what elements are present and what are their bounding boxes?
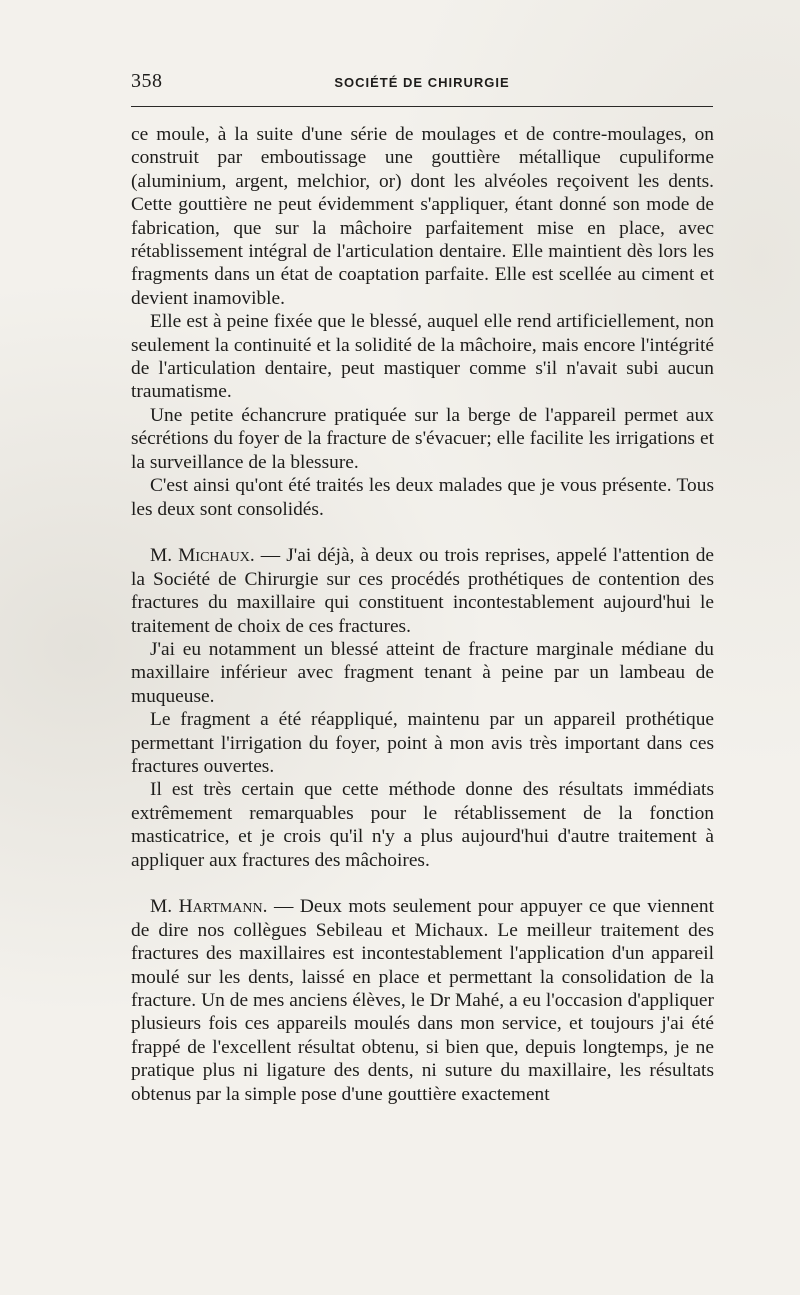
speaker-name: M. Michaux. — [150, 545, 255, 567]
paragraph: Le fragment a été réappliqué, maintenu par un appareil prothétique permettant l'irrigation du foyer, point à mon avis très important dans ces fractures ouvertes. — [131, 709, 714, 777]
paragraph: Une petite échancrure pratiquée sur la berge de l'appareil permet aux sécrétions du foyer de la fracture de s'évacuer; elle facilite les irrigations et la surveillance de la blessure. — [131, 404, 714, 473]
header-rule — [131, 106, 713, 107]
speaker-name: M. Hartmann. — [150, 896, 268, 918]
speaker-paragraph-michaux — [131, 544, 714, 638]
paragraph: J'ai eu notamment un blessé atteint de fracture marginale médiane du maxillaire inférieur avec fragment tenant à peine par un lambeau de muqueuse. — [131, 638, 714, 707]
running-head: SOCIÉTÉ DE CHIRURGIE — [334, 75, 510, 90]
page-header — [131, 70, 713, 100]
speaker-text: — Deux mots seulement pour appuyer ce que viennent de dire nos collègues Sebileau et Michaux. Le meilleur traitement des fractures des maxillaires est incontestablement l'application d'un appareil moulé sur les dents, laissé en place et permettant la consolidation de la fracture. Un de mes anciens élèves, le Dr Mahé, a eu l'occasion d'appliquer plusieurs fois ces appareils moulés dans mon service, et toujours j'ai été frappé de l'excellent résultat obtenu, si bien que, depuis longtemps, je ne pratique plus ni ligature des dents, ni suture du maxillaire, les résultats obtenus par la simple pose d'une gouttière exactement — [131, 896, 714, 1105]
paragraph: ce moule, à la suite d'une série de moulages et de contre-moulages, on construit par emboutissage une gouttière métallique cupuliforme (aluminium, argent, melchior, or) dont les alvéoles reçoivent les dents. Cette gouttière ne peut évidemment s'appliquer, étant donné son mode de fabrication, que sur la mâchoire parfaitement mise en place, avec rétablissement intégral de l'articulation dentaire. Elle maintient dès lors les fragments dans un état de coaptation parfaite. Elle est scellée au ciment et devient inamovible. — [131, 124, 714, 309]
body-text — [131, 123, 714, 1106]
speaker-text: — J'ai déjà, à deux ou trois reprises, appelé l'attention de la Société de Chirurgie sur ces procédés prothétiques de contention des fractures du maxillaire qui constituent incontestablement aujourd'hui le traitement de choix de ces fractures. — [131, 545, 714, 637]
paragraph: C'est ainsi qu'ont été traités les deux malades que je vous présente. Tous les deux sont consolidés. — [131, 475, 714, 520]
speaker-paragraph-hartmann — [131, 895, 714, 1106]
paragraph: Elle est à peine fixée que le blessé, auquel elle rend artificiellement, non seulement la continuité et la solidité de la mâchoire, mais encore l'intégrité de l'articulation dentaire, peut mastiquer comme s'il n'avait subi aucun traumatisme. — [131, 311, 714, 403]
paragraph: Il est très certain que cette méthode donne des résultats immédiats extrêmement remarquables pour le rétablissement de la fonction masticatrice, et je crois qu'il n'y a plus aujourd'hui d'autre traitement à appliquer aux fractures des mâchoires. — [131, 779, 714, 871]
page-number: 358 — [131, 70, 163, 92]
